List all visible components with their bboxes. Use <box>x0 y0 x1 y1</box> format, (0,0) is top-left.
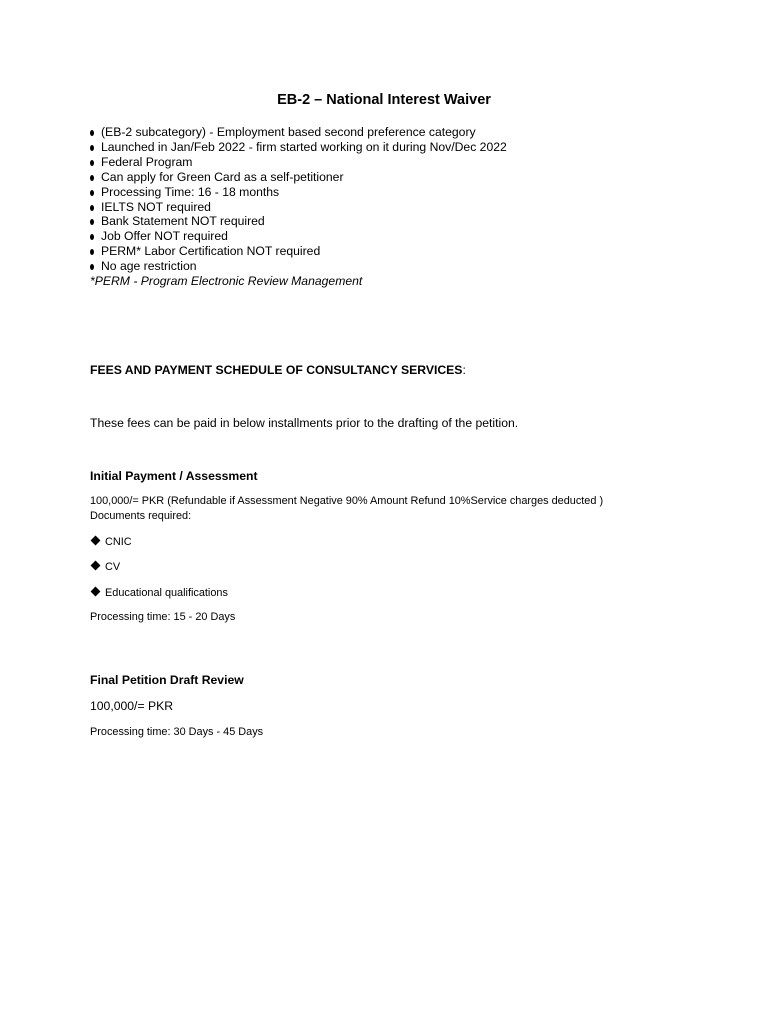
list-item: Bank Statement NOT required <box>90 214 507 229</box>
documents-required-label: Documents required: <box>90 510 192 522</box>
list-item: Processing Time: 16 - 18 months <box>90 185 507 200</box>
list-item: (EB-2 subcategory) - Employment based second preference category <box>90 125 507 140</box>
list-item: CV <box>90 561 120 573</box>
initial-processing-time: Processing time: 15 - 20 Days <box>90 611 236 623</box>
bullet-icon <box>90 175 94 181</box>
final-review-heading: Final Petition Draft Review <box>90 673 244 687</box>
perm-footnote: *PERM - Program Electronic Review Management <box>90 274 363 288</box>
diamond-bullet-icon <box>91 536 101 546</box>
bullet-icon <box>90 234 94 240</box>
list-item: PERM* Labor Certification NOT required <box>90 244 507 259</box>
list-item: Job Offer NOT required <box>90 229 507 244</box>
bullet-icon <box>90 249 94 255</box>
initial-payment-amount: 100,000/= PKR (Refundable if Assessment Negative 90% Amount Refund 10%Service charges deducted ) <box>90 495 604 507</box>
bullet-icon <box>90 264 94 270</box>
final-review-amount: 100,000/= PKR <box>90 699 174 713</box>
list-item: Educational qualifications <box>90 587 228 599</box>
bullet-icon <box>90 145 94 151</box>
bullet-icon <box>90 160 94 166</box>
bullet-icon <box>90 219 94 225</box>
list-item: No age restriction <box>90 259 507 274</box>
fees-section-heading: FEES AND PAYMENT SCHEDULE OF CONSULTANCY SERVICES: <box>90 363 466 377</box>
final-processing-time: Processing time: 30 Days - 45 Days <box>90 726 264 738</box>
list-item: IELTS NOT required <box>90 200 507 215</box>
list-item: Can apply for Green Card as a self-petitioner <box>90 170 507 185</box>
page-title: EB-2 – National Interest Waiver <box>277 92 491 108</box>
diamond-bullet-icon <box>91 561 101 571</box>
list-item: Federal Program <box>90 155 507 170</box>
feature-bullet-list <box>90 125 507 274</box>
fees-intro-text: These fees can be paid in below installments prior to the drafting of the petition. <box>90 416 519 430</box>
bullet-icon <box>90 205 94 211</box>
list-item: CNIC <box>90 536 132 548</box>
diamond-bullet-icon <box>91 587 101 597</box>
bullet-icon <box>90 190 94 196</box>
initial-payment-heading: Initial Payment / Assessment <box>90 469 258 483</box>
bullet-icon <box>90 130 94 136</box>
list-item: Launched in Jan/Feb 2022 - firm started working on it during Nov/Dec 2022 <box>90 140 507 155</box>
